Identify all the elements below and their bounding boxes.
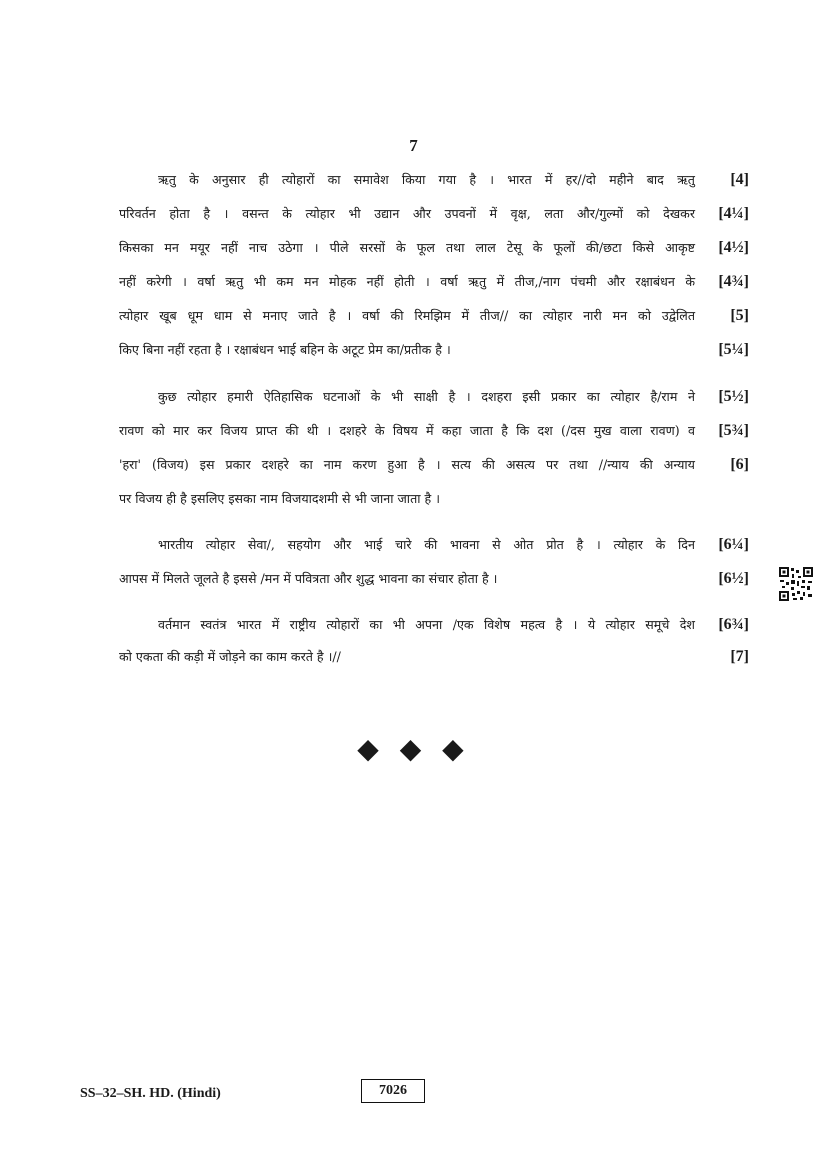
line-text: कुछ त्योहार हमारी ऐतिहासिक घटनाओं के भी साक्षी है । दशहरा इसी प्रकार का त्योहार है/राम ने	[158, 389, 695, 404]
passage-line	[119, 199, 757, 229]
passage-line	[119, 484, 757, 514]
line-mark: [6]	[730, 456, 749, 473]
line-text: ऋतु के अनुसार ही त्योहारों का समावेश किया गया है । भारत में हर//दो महीने बाद ऋतु	[158, 172, 695, 187]
passage-line	[119, 642, 757, 672]
line-text: त्योहार खूब धूम धाम से मनाए जाते है । वर्षा की रिमझिम में तीज// का त्योहार नारी मन को उद्वेलित	[119, 308, 695, 323]
line-mark: [5]	[730, 307, 749, 324]
line-mark: [6½]	[718, 570, 749, 587]
passage-line	[119, 233, 757, 263]
passage-line	[119, 267, 757, 297]
line-text: वर्तमान स्वतंत्र भारत में राष्ट्रीय त्योहारों का भी अपना /एक विशेष महत्व है । ये त्योहार समूचे देश	[158, 617, 695, 632]
passage-line	[119, 416, 757, 446]
line-text: आपस में मिलते जूलते है इससे /मन में पवित्रता और शुद्ध भावना का संचार होता है ।	[119, 571, 498, 586]
line-text: किसका मन मयूर नहीं नाच उठेगा । पीले सरसों के फूल तथा लाल टेसू के फूलों की/छटा किसे आकृष्ट	[119, 240, 695, 255]
line-mark: [4½]	[718, 239, 749, 256]
line-text: परिवर्तन होता है । वसन्त के त्योहार भी उद्यान और उपवनों में वृक्ष, लता और/गुल्मों को देखकर	[119, 206, 695, 221]
line-mark: [5¼]	[718, 341, 749, 358]
line-text: नहीं करेगी । वर्षा ऋतु भी कम मन मोहक नहीं होती । वर्षा ऋतु में तीज,/नाग पंचमी और रक्षाबंधन के	[119, 274, 695, 289]
line-mark: [5¾]	[718, 422, 749, 439]
line-mark: [4¾]	[718, 273, 749, 290]
line-text: रावण को मार कर विजय प्राप्त की थी । दशहरे के विषय में कहा जाता है कि दश (/दस मुख वाला रावण) व	[119, 423, 695, 438]
line-text: किए बिना नहीं रहता है । रक्षाबंधन भाई बहिन के अटूट प्रेम का/प्रतीक है ।	[119, 342, 451, 357]
section-separator: ◆ ◆ ◆	[357, 732, 470, 765]
paper-number-box: 7026	[361, 1079, 425, 1103]
paper-code: SS–32–SH. HD. (Hindi)	[80, 1086, 221, 1101]
passage-line	[119, 335, 757, 365]
passage-line	[119, 165, 757, 195]
passage-line	[119, 450, 757, 480]
line-mark: [4]	[730, 171, 749, 188]
line-text: को एकता की कड़ी में जोड़ने का काम करते है ।//	[119, 649, 341, 664]
line-mark: [7]	[730, 648, 749, 665]
passage-line	[119, 301, 757, 331]
line-text: 'हरा' (विजय) इस प्रकार दशहरे का नाम करण हुआ है । सत्य की असत्य पर तथा //न्याय की अन्याय	[119, 457, 695, 472]
passage-line	[119, 530, 757, 560]
line-mark: [6¼]	[718, 536, 749, 553]
line-mark: [4¼]	[718, 205, 749, 222]
line-mark: [5½]	[718, 388, 749, 405]
passage-line	[119, 564, 757, 594]
passage-line	[119, 382, 757, 412]
page-number: 7	[409, 136, 418, 155]
passage-line	[119, 610, 757, 640]
qr-code-icon	[778, 566, 814, 602]
line-text: पर विजय ही है इसलिए इसका नाम विजयादशमी से भी जाना जाता है ।	[119, 491, 440, 506]
line-mark: [6¾]	[718, 616, 749, 633]
line-text: भारतीय त्योहार सेवा/, सहयोग और भाई चारे की भावना से ओत प्रोत है । त्योहार के दिन	[158, 537, 695, 552]
